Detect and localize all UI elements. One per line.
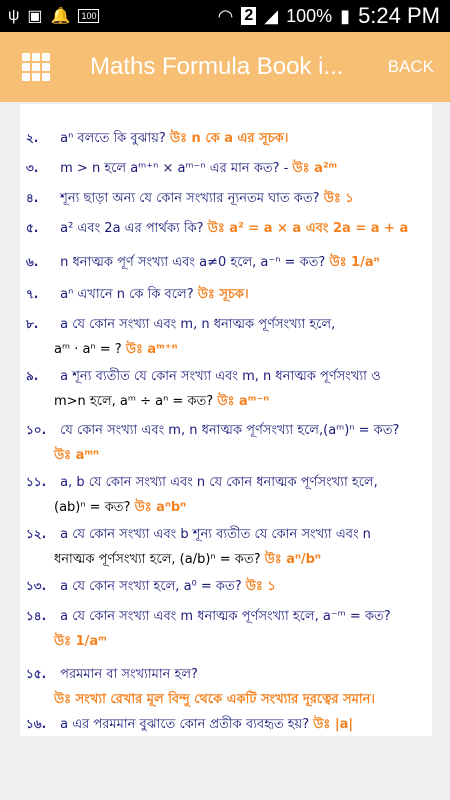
list-item: ১৩. a যে কোন সংখ্যা হলে, a⁰ = কত? উঃ ১ <box>26 579 276 594</box>
list-item-line2: aᵐ · aⁿ = ? উঃ aᵐ⁺ⁿ <box>54 342 178 357</box>
list-item: ৪. শূন্য ছাড়া অন্য যে কোন সংখ্যার ন্যূনতম ঘাত কত? উঃ ১ <box>26 191 354 206</box>
list-item: ৬. n ধনাত্মক পূর্ণ সংখ্যা এবং a≠0 হলে, a⁻ⁿ = কত? উঃ 1/aⁿ <box>26 255 380 270</box>
list-item-line2: (ab)ⁿ = কত? উঃ aⁿbⁿ <box>54 500 187 515</box>
list-item-ans: উঃ সংখ্যা রেখার মূল বিন্দু থেকে একটি সংখ্যার দূরত্বের সমান। <box>54 692 376 707</box>
list-item: ৫. a² এবং 2a এর পার্থক্য কি? উঃ a² = a × a এবং 2a = a + a <box>26 221 409 236</box>
formula-content[interactable] <box>20 104 432 736</box>
status-icons-right <box>218 3 440 29</box>
grid-menu-icon[interactable] <box>22 53 50 81</box>
list-item-ans: উঃ aᵐⁿ <box>54 448 99 463</box>
app-bar <box>0 32 450 102</box>
app-title: Maths Formula Book i... <box>90 53 344 80</box>
battery-badge: 100 <box>78 9 99 23</box>
list-item-ans: উঃ 1/aᵐ <box>54 634 107 649</box>
list-item: ১৬. a এর পরমমান বুঝাতে কোন প্রতীক ব্যবহৃত হয়? উঃ |a| <box>26 717 354 732</box>
status-icons-left <box>8 6 99 26</box>
list-item: ৭. aⁿ এখানে n কে কি বলে? উঃ সূচক। <box>26 287 249 302</box>
list-item-line2: ধনাত্মক পূর্ণসংখ্যা হলে, (a/b)ⁿ = কত? উঃ aⁿ/bⁿ <box>54 552 321 567</box>
list-item: ১০. যে কোন সংখ্যা এবং m, n ধনাত্মক পূর্ণসংখ্যা হলে,(aᵐ)ⁿ = কত? <box>26 423 400 438</box>
list-item: ৯. a শূন্য ব্যতীত যে কোন সংখ্যা এবং m, n ধনাত্মক পূর্ণসংখ্যা ও <box>26 369 381 384</box>
wifi-icon: ◠ <box>217 5 234 26</box>
image-icon: ▣ <box>27 8 43 25</box>
list-item-line2: m>n হলে, aᵐ ÷ aⁿ = কত? উঃ aᵐ⁻ⁿ <box>54 394 270 409</box>
list-item: ১২. a যে কোন সংখ্যা এবং b শূন্য ব্যতীত যে কোন সংখ্যা এবং n <box>26 527 371 542</box>
list-item: ৮. a যে কোন সংখ্যা এবং m, n ধনাত্মক পূর্ণসংখ্যা হলে, <box>26 317 336 332</box>
clock: 5:24 PM <box>358 3 440 28</box>
usb-icon: ψ <box>8 7 20 24</box>
signal-icon: ◢ <box>264 5 279 26</box>
list-item: ১৪. a যে কোন সংখ্যা এবং m ধনাত্মক পূর্ণসংখ্যা হলে, a⁻ᵐ = কত? <box>26 609 391 624</box>
list-item: ৩. m > n হলে aᵐ⁺ⁿ × aᵐ⁻ⁿ এর মান কত? - উঃ a²ᵐ <box>26 161 338 176</box>
sim-badge: 2 <box>241 7 256 25</box>
status-bar <box>0 0 450 32</box>
battery-percent: 100% <box>286 5 333 26</box>
bell-icon: 🔔 <box>50 8 71 25</box>
list-item: ১১. a, b যে কোন সংখ্যা এবং n যে কোন ধনাত্মক পূর্ণসংখ্যা হলে, <box>26 475 378 490</box>
list-item: ২. aⁿ বলতে কি বুঝায়? উঃ n কে a এর সূচক। <box>26 131 289 146</box>
battery-icon: ▮ <box>340 5 351 26</box>
back-button[interactable]: BACK <box>387 57 434 76</box>
list-item: ১৫. পরমমান বা সংখ্যামান হল? <box>26 667 198 682</box>
